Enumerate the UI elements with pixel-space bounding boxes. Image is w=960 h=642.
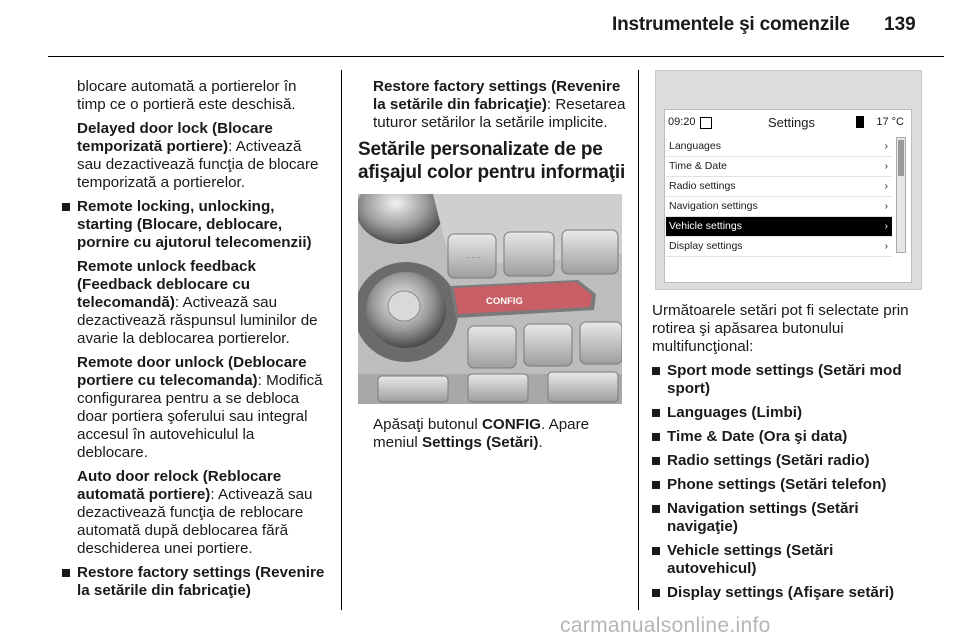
phone-icon xyxy=(856,116,864,128)
clock-icon xyxy=(700,117,712,129)
term-config: CONFIG xyxy=(481,416,541,433)
screen-menu-item[interactable] xyxy=(666,157,892,177)
chevron-right-icon: › xyxy=(884,201,888,212)
settings-bullet-item: Languages (Limbi) xyxy=(652,404,926,422)
screen-menu-item-label: Languages xyxy=(669,140,721,152)
column-divider-1 xyxy=(341,70,342,610)
paragraph-delayed-lock: Delayed door lock (Blocare temporizată portiere): Activează sau dezactivează funcţia de blocare temporizată a portierelor. xyxy=(77,120,319,191)
screen-header xyxy=(664,113,910,133)
settings-bullet-item: Vehicle settings (Setări autovehicul) xyxy=(652,542,926,578)
paragraph-press-config: Apăsaţi butonul CONFIG. Apare meniul Settings (Setări). xyxy=(373,416,590,451)
settings-screen-illustration xyxy=(655,70,922,290)
screen-menu-item[interactable] xyxy=(666,137,892,157)
page-number: 139 xyxy=(884,14,916,35)
term-delayed-door-lock: Delayed door lock (Blocare temporizată portiere) xyxy=(77,120,273,155)
paragraph-auto-lock: blocare automată a portierelor în timp ce o portieră este deschisă. xyxy=(77,78,297,113)
section-heading: Setările personalizate de pe afişajul color pentru informaţii xyxy=(358,139,626,183)
screen-menu-list xyxy=(666,137,892,257)
chevron-right-icon: › xyxy=(884,221,888,232)
chevron-right-icon: › xyxy=(884,181,888,192)
screen-menu-item-label: Time & Date xyxy=(669,160,727,172)
column-2 xyxy=(358,78,626,458)
screen-menu-item[interactable] xyxy=(666,237,892,257)
settings-bullet-item: Phone settings (Setări telefon) xyxy=(652,476,926,494)
svg-text:· · ·: · · · xyxy=(466,252,480,262)
settings-bullet-item: Radio settings (Setări radio) xyxy=(652,452,926,470)
column-3 xyxy=(652,302,926,608)
term-auto-door-relock: Auto door relock (Reblocare automată portiere) xyxy=(77,468,282,503)
column-divider-2 xyxy=(638,70,639,610)
paragraph-intro: Următoarele setări pot fi selectate prin rotirea şi apăsarea butonului multifuncţional: xyxy=(652,302,909,355)
screen-scroll-thumb xyxy=(898,140,904,176)
config-button-label: CONFIG xyxy=(486,296,523,307)
settings-bullet-item: Navigation settings (Setări navigaţie) xyxy=(652,500,926,536)
dashboard-controls-illustration xyxy=(358,194,622,404)
header-rule xyxy=(48,56,944,57)
bullet-remote-locking: Remote locking, unlocking, starting (Blocare, deblocare, pornire cu ajutorul telecomenzii) xyxy=(62,198,328,252)
paragraph-remote-unlock-feedback: Remote unlock feedback (Feedback deblocare cu telecomandă): Activează sau dezactivează răspunsul luminilor de avarie la deblocarea portierelor. xyxy=(77,258,318,347)
term-settings-menu: Settings (Setări) xyxy=(421,434,539,451)
chevron-right-icon: › xyxy=(884,161,888,172)
settings-bullet-item: Display settings (Afişare setări) xyxy=(652,584,926,602)
screen-temperature: 17 °C xyxy=(876,116,904,128)
settings-bullet-item: Sport mode settings (Setări mod sport) xyxy=(652,362,926,398)
screen-menu-item[interactable] xyxy=(666,197,892,217)
screen-menu-item-label: Radio settings xyxy=(669,180,736,192)
term-remote-unlock-feedback: Remote unlock feedback (Feedback deblocare cu telecomandă) xyxy=(77,258,256,311)
settings-bullet-item: Time & Date (Ora şi data) xyxy=(652,428,926,446)
chevron-right-icon: › xyxy=(884,141,888,152)
paragraph-auto-door-relock: Auto door relock (Reblocare automată portiere): Activează sau dezactivează funcţia de reblocare automată după deblocarea fără deschiderea unei portiere. xyxy=(77,468,313,557)
config-button-photo xyxy=(358,194,622,404)
paragraph-restore-factory: Restore factory settings (Revenire la setările din fabricaţie): Resetarea tuturor setărilor la setările implicite. xyxy=(373,78,626,131)
header-title: Instrumentele şi comenzile xyxy=(612,14,850,35)
bullet-restore-factory: Restore factory settings (Revenire la setările din fabricaţie) xyxy=(62,564,328,600)
paragraph-remote-door-unlock: Remote door unlock (Deblocare portiere cu telecomanda): Modifică configurarea pentru a se debloca doar portiera şoferului sau integral accesul în autovehiculul la deblocare. xyxy=(77,354,323,461)
screen-time: 09:20 xyxy=(668,116,696,128)
screen-menu-item-label: Vehicle settings xyxy=(669,220,742,232)
term-restore-factory: Restore factory settings (Revenire la setările din fabricaţie) xyxy=(373,78,621,113)
screen-title: Settings xyxy=(768,115,815,130)
settings-bullet-list xyxy=(652,362,926,602)
watermark: carmanualsonline.info xyxy=(560,614,771,637)
column-1 xyxy=(62,78,328,606)
screen-menu-item-label: Navigation settings xyxy=(669,200,758,212)
screen-menu-item[interactable] xyxy=(666,177,892,197)
screen-menu-item[interactable] xyxy=(666,217,892,237)
screen-menu-item-label: Display settings xyxy=(669,240,743,252)
term-remote-door-unlock: Remote door unlock (Deblocare portiere cu telecomanda) xyxy=(77,354,307,389)
screen-scrollbar xyxy=(896,137,906,253)
chevron-right-icon: › xyxy=(884,241,888,252)
